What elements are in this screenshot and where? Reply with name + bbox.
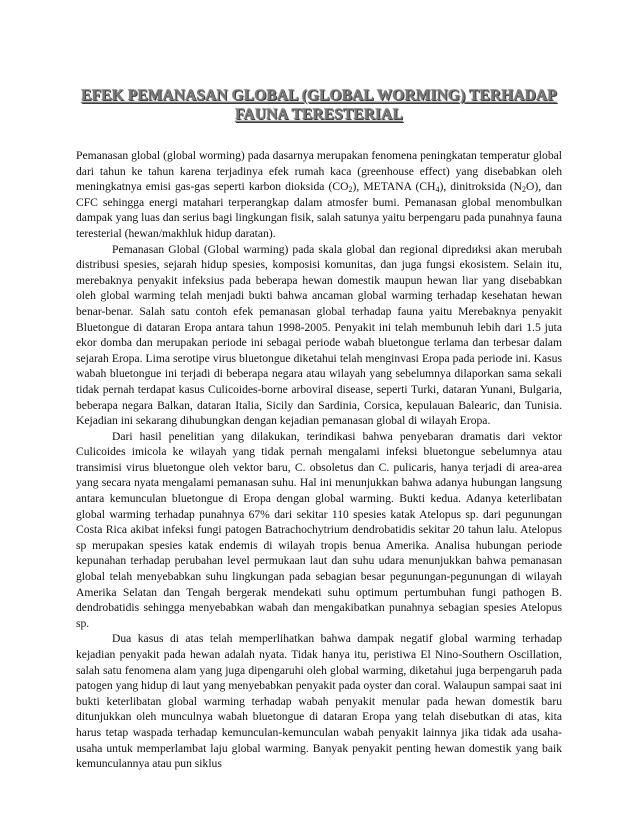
title-line-1: EFEK PEMANASAN GLOBAL (GLOBAL WORMING) TERHADAP [81, 87, 557, 104]
paragraph-1-part-1: Pemanasan global (global worming) pada dasarnya merupakan fenomena peningkatan temperatur global dari tahun ke tahun karena terjadinya efek rumah kaca (greenhouse effect) yang disebabkan oleh meningkatnya emisi gas-gas seperti karbon dioksida (CO [76, 149, 562, 194]
subscript-n2o: 2 [522, 185, 527, 195]
paragraph-1 [76, 148, 562, 242]
subscript-ch4: 4 [435, 185, 440, 195]
paragraph-1-part-4: O), dan CFC sehingga energi matahari terperangkap dalam atmosfer bumi. Pemanasan global menombulkan dampak yang luas dan serius bagi lingkungan fisik, salah satunya yaitu berpengaru pada punahnya fauna teresterial (hewan/makhluk hidup daratan). [76, 180, 562, 240]
subscript-co2: 2 [348, 185, 353, 195]
paragraph-3: Dari hasil penelitian yang dilakukan, terindikasi bahwa penyebaran dramatis dari vektor Culicoides imicola ke wilayah yang tidak pernah mengalami infeksi bluetongue sebelumnya atau transimisi virus bluetongue oleh vektor baru, C. obsoletus dan C. pulicaris, hanya terjadi di area-area yang secara nyata mengalami pemanasan suhu. Hal ini menunjukkan bahwa adanya hubungan langsung antara kemunculan bluetongue di Eropa dengan global warming. Bukti kedua. Adanya keterlibatan global warming terhadap punahnya 67% dari sekitar 110 spesies katak Atelopus sp. dari pegunungan Costa Rica akibat infeksi fungi patogen Batrachochytrium dendrobatidis sekitar 20 tahun lalu. Atelopus sp merupakan spesies katak endemis di wilayah tropis benua Amerika. Analisa hubungan periode kepunahan terhadap perubahan level permukaan laut dan suhu udara menunjukkan bahwa pemanasan global telah menyebabkan suhu lingkungan pada sebagian besar pegunungan-pegunungan di wilayah Amerika Selatan dan Tengah bergerak mendekati suhu optimum pertumbuhan fungi pathogen B. dendrobatidis sehingga menyebabkan wabah dan mengakibatkan punahnya sebagian spesies Atelopus sp. [76, 429, 562, 630]
paragraph-1-part-2: ), METANA (CH [352, 180, 436, 194]
title-line-2: FAUNA TERESTERIAL [235, 106, 403, 123]
paragraph-4: Dua kasus di atas telah memperlihatkan bahwa dampak negatif global warming terhadap kejadian penyakit pada hewan adalah nyata. Tidak hanya itu, peristiwa El Nino-Southern Oscillation, salah satu fenomena alam yang juga dipengaruhi oleh global warming, diketahui juga berpengaruh pada patogen yang hidup di laut yang menyebabkan penyakit pada oyster dan coral. Walaupun sampai saat ini bukti keterlibatan global warming terhadap wabah penyakit menular pada hewan domestik baru ditunjukkan oleh munculnya wabah bluetongue di dataran Eropa yang telah disebutkan di atas, kita harus tetap waspada terhadap kemunculan-kemunculan wabah penyakit lainnya jika tidak ada usaha-usaha untuk memperlambat laju global warming. Banyak penyakit penting hewan domestik yang baik kemunculannya atau pun siklus [76, 632, 562, 771]
document-body [76, 148, 562, 772]
paragraph-1-part-3: ), dinitroksida (N [439, 180, 523, 194]
document-title [60, 86, 578, 124]
paragraph-2: Pemanasan Global (Global warming) pada skala global dan regional dipredиksi akan merubah distribusi spesies, sejarah hidup spesies, komposisi komunitas, dan juga fungsi ekosistem. Selain itu, merebaknya penyakit infeksius pada beberapa hewan domestik maupun hewan liar yang disebabkan oleh global warming telah menjadi bukti bahwa ancaman global warming terhadap kesehatan hewan benar-benar. Salah satu contoh efek pemanasan global terhadap fauna yaitu Merebaknya penyakit Bluetongue di dataran Eropa antara tahun 1998-2005. Penyakit ini telah membunuh lebih dari 1.5 juta ekor domba dan merupakan periode ini sebagai periode wabah bluetongue terlama dan terbesar dalam sejarah Eropa. Lima serotipe virus bluetongue diketahui telah menginvasi Eropa pada periode ini. Kasus wabah bluetongue ini terjadi di beberapa negara atau wilayah yang sebelumnya dilaporkan sama sekali tidak pernah terdapat kasus Culicoides-borne arboviral disease, seperti Turki, dataran Yunani, Bulgaria, beberapa negara Balkan, dataran Italia, Sicily dan Sardinia, Corsica, kepulauan Balearic, dan Tunisia. Kejadian ini sekarang dihubungkan dengan kejadian pemanasan global di wilayah Eropa. [76, 242, 562, 428]
